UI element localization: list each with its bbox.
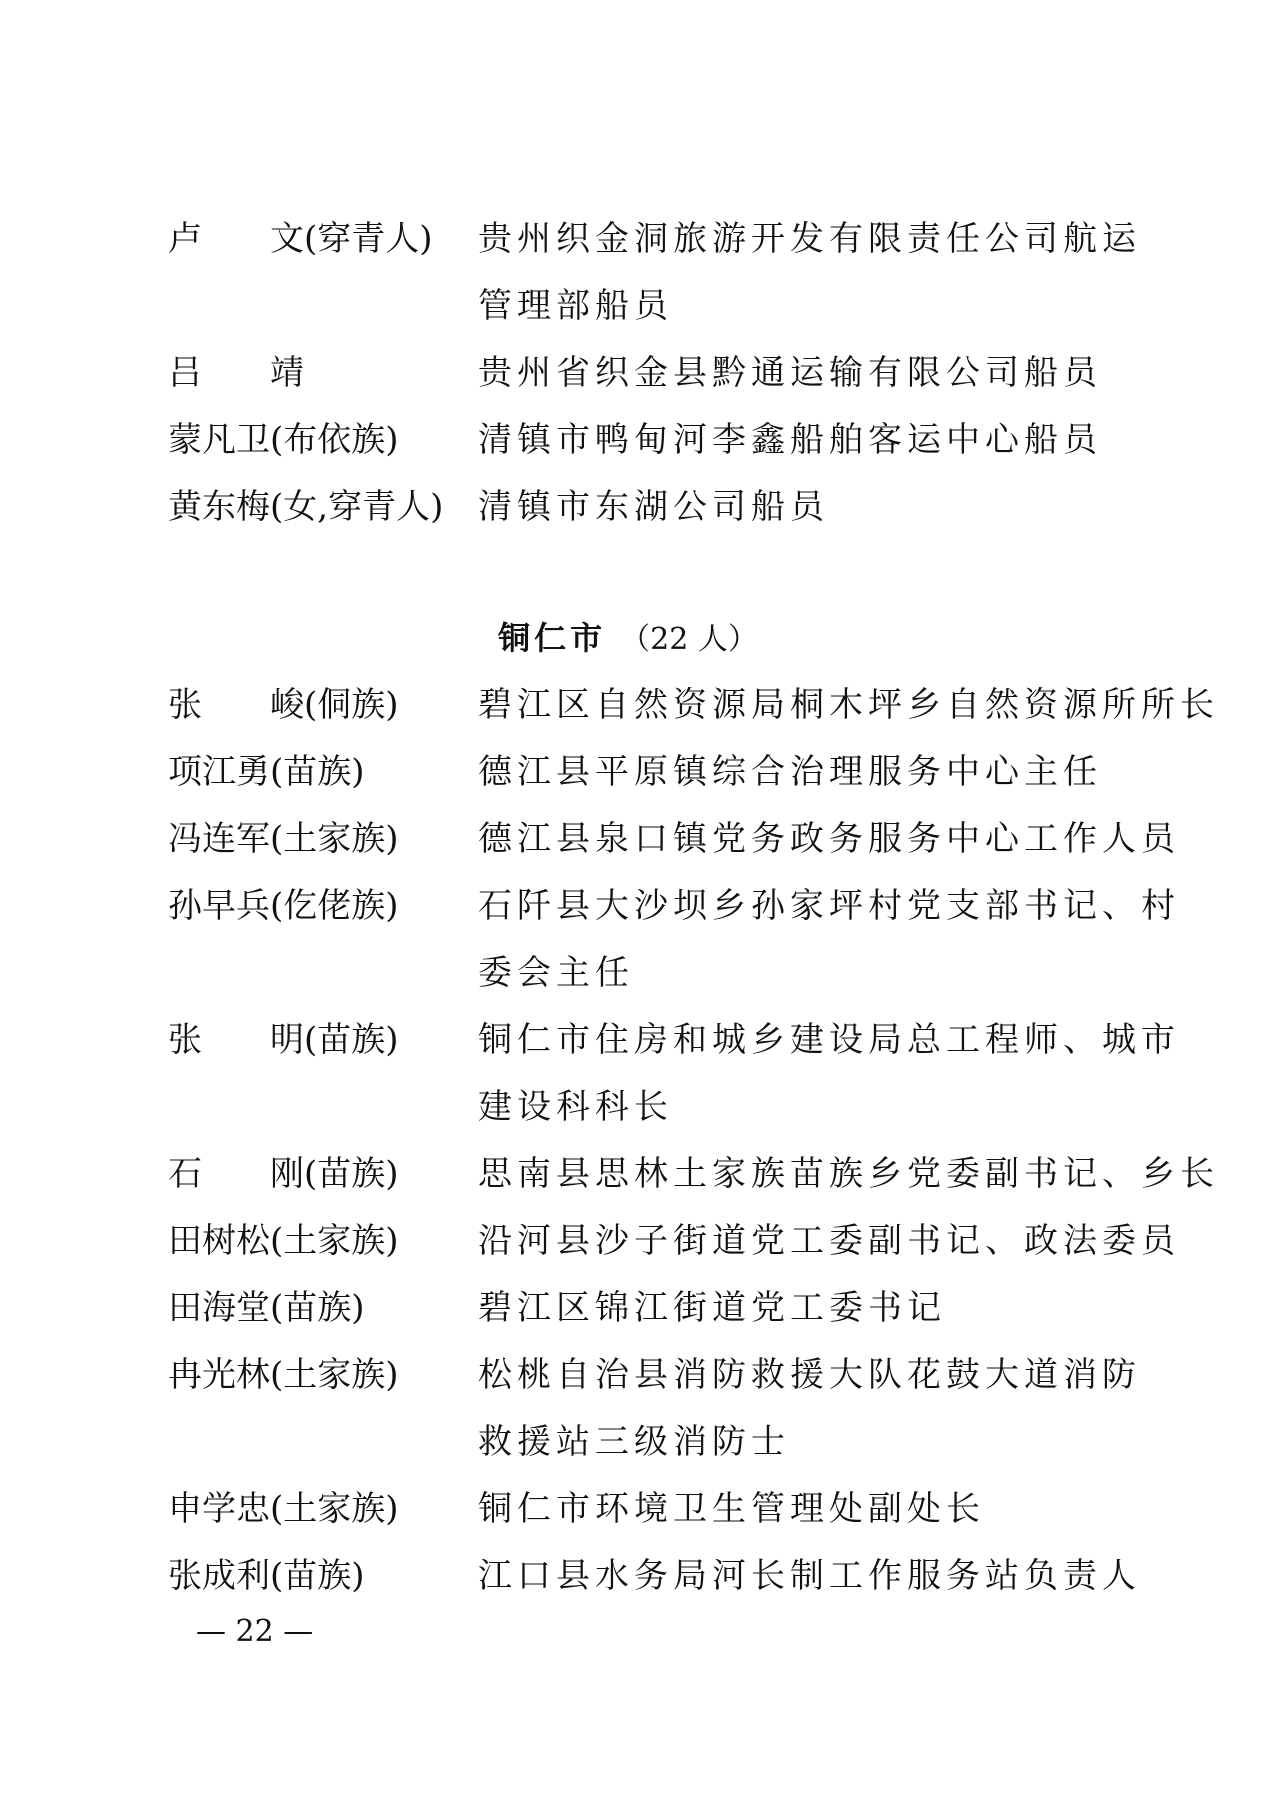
- person-name: [168, 739, 478, 806]
- person-name: [168, 672, 478, 739]
- list-item: [168, 672, 1219, 739]
- organization: [478, 806, 1180, 873]
- name-text: 石: [168, 1154, 202, 1194]
- ethnicity-tag: (土家族): [270, 1355, 399, 1395]
- section-gap: [168, 541, 1128, 605]
- ethnicity-tag: (苗族): [304, 1020, 399, 1060]
- person-name: [168, 1141, 478, 1208]
- organization-line: 碧江区锦江街道党工委书记: [478, 1288, 946, 1328]
- name-text-second: 文: [270, 219, 304, 259]
- ethnicity-tag: (布依族): [270, 420, 399, 460]
- name-text: 张成利: [168, 1556, 270, 1596]
- organization-line: 德江县平原镇综合治理服务中心主任: [478, 752, 1102, 792]
- name-text-second: 明: [270, 1020, 304, 1060]
- page-number: — 22 —: [196, 1614, 314, 1649]
- organization-line: 石阡县大沙坝乡孙家坪村党支部书记、村: [478, 886, 1180, 926]
- ethnicity-tag: (苗族): [270, 752, 365, 792]
- list-group-b: [168, 672, 1219, 1610]
- organization: [478, 407, 1118, 474]
- name-text: 冉光林: [168, 1355, 270, 1395]
- name-text: 项江勇: [168, 752, 270, 792]
- list-item: [168, 806, 1180, 873]
- name-text: 张: [168, 1020, 202, 1060]
- organization-line: 铜仁市住房和城乡建设局总工程师、城市: [478, 1020, 1180, 1060]
- person-name: [168, 1007, 478, 1074]
- ethnicity-tag: (苗族): [270, 1288, 365, 1328]
- name-text-second: 峻: [270, 685, 304, 725]
- person-name: [168, 806, 478, 873]
- list-group-a: [168, 206, 1141, 541]
- list-item: [168, 1476, 1128, 1543]
- list-item: [168, 206, 1141, 340]
- person-name: [168, 873, 478, 940]
- ethnicity-tag: (土家族): [270, 819, 399, 859]
- list-item: [168, 407, 1128, 474]
- organization-line: 江口县水务局河长制工作服务站负责人: [478, 1556, 1141, 1596]
- organization: [478, 1208, 1180, 1275]
- person-name: [168, 1208, 478, 1275]
- list-item: [168, 739, 1128, 806]
- ethnicity-tag: (苗族): [304, 1154, 399, 1194]
- list-item: [168, 1007, 1180, 1141]
- list-item: [168, 1141, 1219, 1208]
- name-text: 孙早兵: [168, 886, 270, 926]
- organization: [478, 672, 1219, 739]
- section-title-text: 铜仁市: [498, 619, 607, 657]
- list-item: [168, 1208, 1180, 1275]
- person-name: [168, 1476, 478, 1543]
- organization: [478, 1141, 1219, 1208]
- organization-line: 建设科科长: [478, 1087, 673, 1127]
- organization: [478, 873, 1180, 1007]
- person-name: [168, 407, 478, 474]
- name-text: 黄东梅: [168, 487, 270, 527]
- ethnicity-tag: (土家族): [270, 1221, 399, 1261]
- organization: [478, 739, 1118, 806]
- name-text: 申学忠: [168, 1489, 270, 1529]
- person-name: [168, 474, 478, 541]
- organization-line: 铜仁市环境卫生管理处副处长: [478, 1489, 985, 1529]
- list-item: [168, 1275, 1128, 1342]
- ethnicity-tag: (土家族): [270, 1489, 399, 1529]
- content-area: [168, 206, 1219, 1610]
- name-text: 田海堂: [168, 1288, 270, 1328]
- list-item: [168, 340, 1128, 407]
- organization-line: 沿河县沙子街道党工委副书记、政法委员: [478, 1221, 1180, 1261]
- name-text-second: 刚: [270, 1154, 304, 1194]
- ethnicity-tag: (苗族): [270, 1556, 365, 1596]
- name-text: 张: [168, 685, 202, 725]
- organization: [478, 1275, 1118, 1342]
- organization-line: 德江县泉口镇党务政务服务中心工作人员: [478, 819, 1180, 859]
- organization: [478, 1007, 1180, 1141]
- organization-line: 救援站三级消防士: [478, 1422, 790, 1462]
- organization: [478, 206, 1141, 340]
- name-text: 吕: [168, 353, 202, 393]
- organization-line: 碧江区自然资源局桐木坪乡自然资源所所长: [478, 685, 1219, 725]
- name-text: 田树松: [168, 1221, 270, 1261]
- ethnicity-tag: (仡佬族): [270, 886, 399, 926]
- organization-line: 清镇市鸭甸河李鑫船舶客运中心船员: [478, 420, 1102, 460]
- name-text: 卢: [168, 219, 202, 259]
- organization: [478, 1342, 1141, 1476]
- ethnicity-tag: (侗族): [304, 685, 399, 725]
- list-item: [168, 873, 1180, 1007]
- organization-line: 松桃自治县消防救援大队花鼓大道消防: [478, 1355, 1141, 1395]
- organization: [478, 340, 1118, 407]
- person-name: [168, 206, 478, 273]
- list-item: [168, 1543, 1141, 1610]
- organization-line: 管理部船员: [478, 286, 673, 326]
- person-name: [168, 1342, 478, 1409]
- organization-line: 委会主任: [478, 953, 634, 993]
- section-count: （22 人）: [620, 622, 758, 657]
- organization: [478, 1543, 1141, 1610]
- name-text-second: 靖: [270, 353, 304, 393]
- list-item: [168, 474, 1128, 541]
- section-title: [128, 605, 1128, 672]
- organization-line: 思南县思林土家族苗族乡党委副书记、乡长: [478, 1154, 1219, 1194]
- organization: [478, 474, 1118, 541]
- person-name: [168, 340, 478, 407]
- organization-line: 清镇市东湖公司船员: [478, 487, 829, 527]
- person-name: [168, 1543, 478, 1610]
- organization-line: 贵州织金洞旅游开发有限责任公司航运: [478, 219, 1141, 259]
- organization-line: 贵州省织金县黔通运输有限公司船员: [478, 353, 1102, 393]
- organization: [478, 1476, 1118, 1543]
- list-item: [168, 1342, 1141, 1476]
- name-text: 蒙凡卫: [168, 420, 270, 460]
- name-text: 冯连军: [168, 819, 270, 859]
- person-name: [168, 1275, 478, 1342]
- ethnicity-tag: (女,穿青人): [270, 487, 444, 527]
- ethnicity-tag: (穿青人): [304, 219, 433, 259]
